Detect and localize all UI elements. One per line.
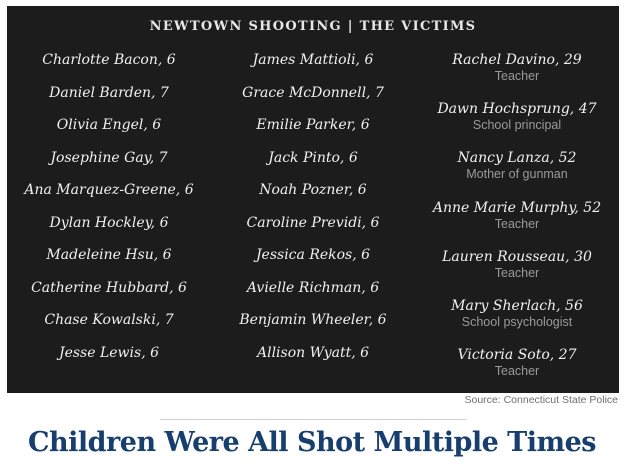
victim-role: Teacher: [494, 216, 540, 231]
victims-column-3: [415, 52, 619, 396]
victim-name: Allison Wyatt, 6: [256, 344, 370, 361]
victim-name: James Mattioli, 6: [252, 52, 374, 68]
victim-role: Teacher: [494, 364, 540, 379]
victim-name: Nancy Lanza, 52: [457, 150, 577, 167]
victim-name: Jessica Rekos, 6: [255, 247, 371, 263]
adult-victim: [415, 347, 619, 396]
article-headline: Children Were All Shot Multiple Times: [28, 427, 596, 458]
victim-name: Grace McDonnell, 7: [242, 84, 384, 101]
victim-name: Anne Marie Murphy, 52: [432, 199, 602, 216]
victim-name: Rachel Davino, 29: [452, 52, 582, 68]
victim-name: Josephine Gay, 7: [50, 149, 168, 166]
victim-name: Daniel Barden, 7: [49, 84, 169, 101]
victim-name: Ana Marquez-Greene, 6: [24, 182, 194, 198]
adult-victim: [415, 150, 619, 199]
victims-column-1: [7, 52, 211, 377]
divider: [160, 419, 466, 420]
victim-name: Jesse Lewis, 6: [58, 344, 160, 361]
adult-victim: [415, 298, 619, 347]
victim-name: Victoria Soto, 27: [457, 347, 577, 364]
victims-graphic: [7, 6, 619, 393]
graphic-title: NEWTOWN SHOOTING | THE VICTIMS: [149, 19, 477, 34]
victim-name: Charlotte Bacon, 6: [42, 52, 176, 68]
source-credit: Source: Connecticut State Police: [464, 394, 618, 406]
victim-name: Lauren Rousseau, 30: [442, 248, 592, 265]
victim-name: Noah Pozner, 6: [259, 182, 367, 198]
victim-role: School principal: [472, 118, 562, 133]
victim-name: Mary Sherlach, 56: [451, 297, 583, 314]
adult-victim: [415, 249, 619, 298]
victims-column-2: [211, 52, 415, 377]
victim-name: Caroline Previdi, 6: [246, 214, 380, 231]
victim-role: Mother of gunman: [466, 167, 568, 182]
victim-name: Jack Pinto, 6: [268, 149, 358, 166]
victim-name: Avielle Richman, 6: [246, 279, 380, 296]
adult-victim: [415, 200, 619, 249]
victim-name: Catherine Hubbard, 6: [31, 279, 187, 296]
victim-name: Dylan Hockley, 6: [49, 214, 169, 231]
victim-role: Teacher: [494, 265, 540, 280]
victim-role: Teacher: [494, 69, 540, 83]
victim-name: Benjamin Wheeler, 6: [239, 312, 387, 328]
victim-role: School psychologist: [461, 314, 573, 329]
adult-victim: [415, 52, 619, 101]
adult-victim: [415, 101, 619, 150]
victim-name: Madeleine Hsu, 6: [46, 247, 172, 263]
victim-name: Olivia Engel, 6: [56, 117, 162, 133]
victim-name: Emilie Parker, 6: [256, 117, 370, 133]
victim-name: Chase Kowalski, 7: [44, 312, 174, 328]
victim-name: Dawn Hochsprung, 47: [437, 101, 597, 118]
